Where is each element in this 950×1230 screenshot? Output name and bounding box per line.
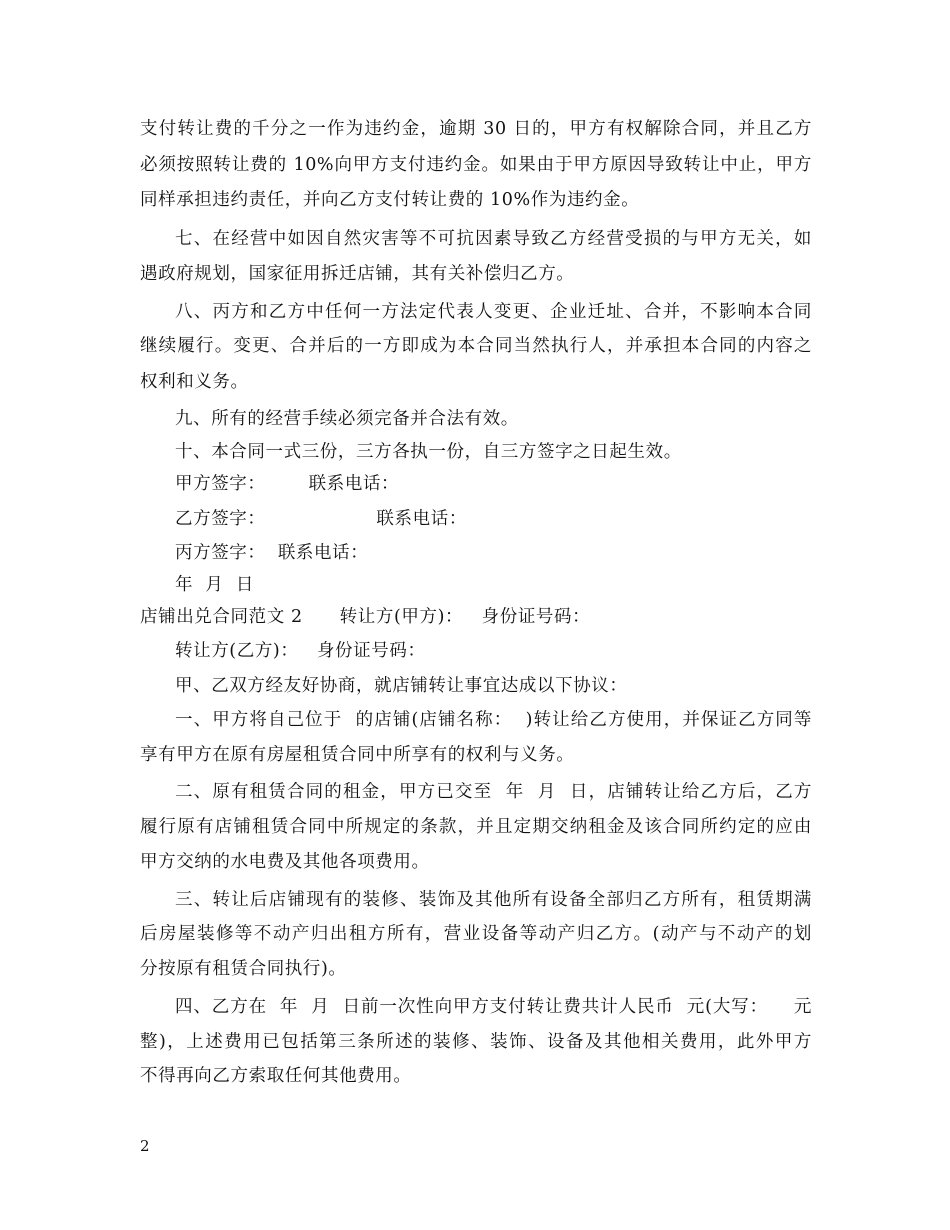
party-c-signature-line: 丙方签字： 联系电话： xyxy=(175,543,369,563)
clause-two-line: 二、原有租赁合同的租金，甲方已交至 年 月 日，店铺转让给乙方后，乙方 xyxy=(175,782,812,802)
date-line: 年 月 日 xyxy=(175,575,254,595)
clause-seven-line: 遇政府规划，国家征用拆迁店铺，其有关补偿归乙方。 xyxy=(140,264,575,284)
clause-four-line: 四、乙方在 年 月 日前一次性向甲方支付转让费共计人民币 元(大写： 元 xyxy=(175,997,812,1017)
paragraph-line: 必须按照转让费的 10%向甲方支付违约金。如果由于甲方原因导致转让中止，甲方 xyxy=(140,155,812,175)
transferee-line: 转让方(乙方)： 身份证号码： xyxy=(175,641,426,661)
clause-nine-line: 九、所有的经营手续必须完备并合法有效。 xyxy=(175,409,519,429)
clause-four-line: 不得再向乙方索取任何其他费用。 xyxy=(140,1066,412,1086)
clause-one-line: 享有甲方在原有房屋租赁合同中所享有的权利与义务。 xyxy=(140,745,575,765)
clause-ten-line: 十、本合同一式三份，三方各执一份，自三方签字之日起生效。 xyxy=(175,442,682,462)
clause-three-line: 后房屋装修等不动产归出租方所有，营业设备等动产归乙方。(动产与不动产的划 xyxy=(140,924,812,944)
clause-seven-line: 七、在经营中如因自然灾害等不可抗因素导致乙方经营受损的与甲方无关，如 xyxy=(175,229,812,249)
clause-three-line: 分按原有租赁合同执行)。 xyxy=(140,959,347,979)
clause-two-line: 履行原有店铺租赁合同中所规定的条款，并且定期交纳租金及该合同所约定的应由 xyxy=(140,817,812,837)
section-heading-line: 店铺出兑合同范文 2 转让方(甲方)： 身份证号码： xyxy=(140,607,591,627)
paragraph-line: 同样承担违约责任，并向乙方支付转让费的 10%作为违约金。 xyxy=(140,190,640,210)
clause-one-line: 一、甲方将自己位于 的店铺(店铺名称： )转让给乙方使用，并保证乙方同等 xyxy=(175,710,812,730)
clause-two-line: 甲方交纳的水电费及其他各项费用。 xyxy=(140,852,430,872)
clause-eight-line: 继续履行。变更、合并后的一方即成为本合同当然执行人，并承担本合同的内容之 xyxy=(140,336,812,356)
paragraph-line: 支付转让费的千分之一作为违约金，逾期 30 日的，甲方有权解除合同，并且乙方 xyxy=(140,119,812,139)
page-number: 2 xyxy=(140,1137,150,1155)
party-b-signature-line: 乙方签字： 联系电话： xyxy=(175,509,467,529)
agreement-intro-line: 甲、乙双方经友好协商，就店铺转让事宜达成以下协议： xyxy=(175,676,628,696)
clause-eight-line: 八、丙方和乙方中任何一方法定代表人变更、企业迁址、合并，不影响本合同 xyxy=(175,302,812,322)
clause-three-line: 三、转让后店铺现有的装修、装饰及其他所有设备全部归乙方所有，租赁期满 xyxy=(175,890,812,910)
clause-four-line: 整)，上述费用已包括第三条所述的装修、装饰、设备及其他相关费用，此外甲方 xyxy=(140,1032,812,1052)
clause-eight-line: 权利和义务。 xyxy=(140,372,249,392)
party-a-signature-line: 甲方签字： 联系电话： xyxy=(175,474,400,494)
